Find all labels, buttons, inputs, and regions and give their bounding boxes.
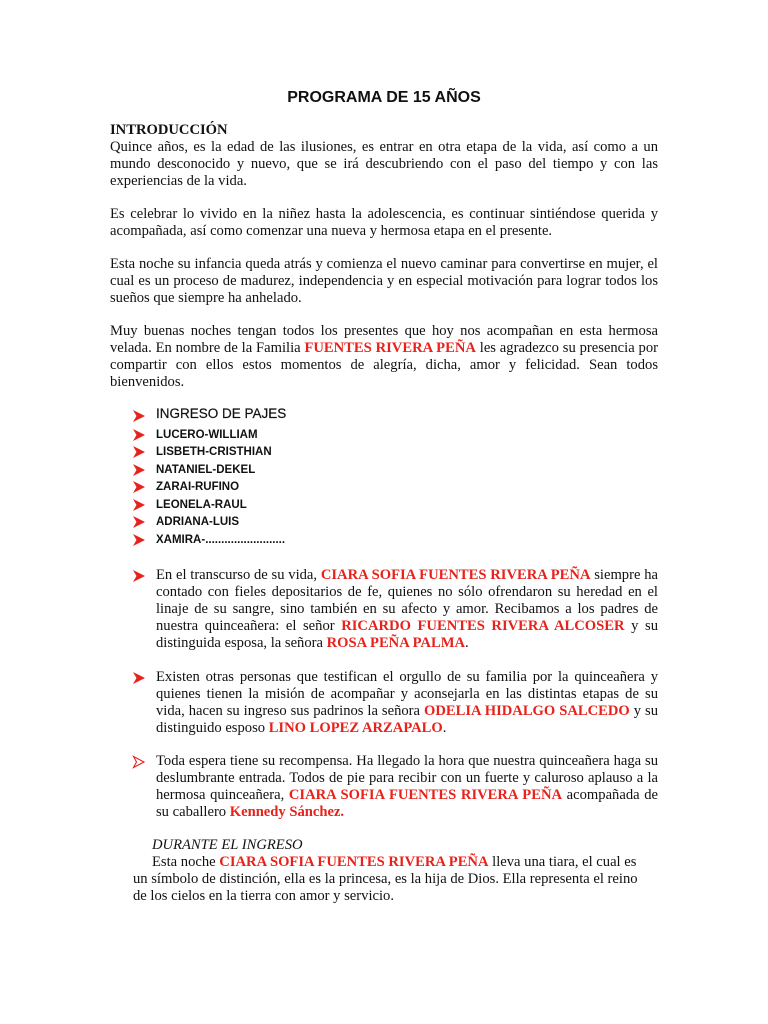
arrowhead-bullet-icon bbox=[132, 463, 146, 477]
parents-paragraph bbox=[156, 567, 658, 652]
parents-text-a: En el transcurso de su vida, bbox=[156, 567, 321, 583]
paje-item: NATANIEL-DEKEL bbox=[156, 464, 256, 476]
godparents-text-b: y su distinguido esposo bbox=[156, 703, 658, 736]
godparents-text-a: Existen otras personas que testifican el orgullo de su familia por la quinceañera y quienes tienen la misión de acompañar y aconsejarla en las distintas etapas de su vida, hacen su ingreso sus padrinos la señora bbox=[156, 669, 658, 719]
intro-paragraph-2: Es celebrar lo vivido en la niñez hasta la adolescencia, es continuar sintiéndose querida y acompañada, así como comenzar una nueva y hermosa etapa en el presente. bbox=[110, 206, 658, 239]
pajes-title: INGRESO DE PAJES bbox=[156, 406, 287, 421]
arrowhead-bullet-icon bbox=[132, 515, 146, 529]
intro-paragraph-2-block bbox=[110, 206, 658, 240]
mother-name: ROSA PEÑA PALMA bbox=[326, 635, 466, 651]
parents-text-d: . bbox=[465, 635, 469, 651]
arrowhead-outline-bullet-icon bbox=[132, 755, 146, 769]
welcome-text-b: les agradezco su presencia por compartir con ellos estos momentos de alegría, dicha, amor y felicidad. Sean todos bienvenidos. bbox=[110, 340, 658, 390]
arrowhead-bullet-icon bbox=[132, 671, 146, 685]
paje-item: ZARAI-RUFINO bbox=[156, 481, 240, 493]
tiara-paragraph bbox=[133, 854, 653, 905]
paje-item: ADRIANA-LUIS bbox=[156, 516, 240, 528]
arrowhead-bullet-icon bbox=[132, 569, 146, 583]
godfather-name: LINO LOPEZ ARZAPALO bbox=[268, 720, 443, 736]
welcome-text-a: Muy buenas noches tengan todos los presentes que hoy nos acompañan en esta hermosa velada. En nombre de la Familia bbox=[110, 323, 658, 356]
ingreso-heading: DURANTE EL INGRESO bbox=[152, 837, 303, 853]
entrance-paragraph bbox=[156, 753, 658, 821]
escort-name: Kennedy Sánchez. bbox=[229, 804, 345, 820]
intro-paragraph-3: Esta noche su infancia queda atrás y comienza el nuevo caminar para convertirse en mujer, el cual es un proceso de madurez, independencia y en especial motivación para lograr todos los sueños que siempre ha anhelado. bbox=[110, 256, 658, 306]
intro-heading: INTRODUCCIÓN bbox=[110, 122, 228, 138]
paje-item: LISBETH-CRISTHIAN bbox=[156, 446, 272, 458]
intro-section bbox=[110, 122, 658, 190]
arrowhead-bullet-icon bbox=[132, 409, 146, 423]
welcome-paragraph-block bbox=[110, 323, 658, 391]
entrance-text-b: acompañada de su caballero bbox=[156, 787, 659, 820]
entrance-text-a: Toda espera tiene su recompensa. Ha llegado la hora que nuestra quinceañera haga su deslumbrante entrada. Todos de pie para recibir con un fuerte y caluroso aplauso a la hermosa quinceañera, bbox=[156, 753, 658, 803]
godmother-name: ODELIA HIDALGO SALCEDO bbox=[423, 703, 630, 719]
page-title: PROGRAMA DE 15 AÑOS bbox=[287, 89, 481, 106]
arrowhead-bullet-icon bbox=[132, 533, 146, 547]
arrowhead-bullet-icon bbox=[132, 445, 146, 459]
paje-item: XAMIRA-......................... bbox=[156, 534, 286, 546]
welcome-paragraph bbox=[110, 323, 658, 391]
quinceanera-name: CIARA SOFIA FUENTES RIVERA PEÑA bbox=[288, 787, 563, 803]
quinceanera-name: CIARA SOFIA FUENTES RIVERA PEÑA bbox=[320, 567, 591, 583]
arrowhead-bullet-icon bbox=[132, 428, 146, 442]
father-name: RICARDO FUENTES RIVERA ALCOSER bbox=[341, 618, 625, 634]
tiara-text-a: Esta noche bbox=[152, 854, 220, 870]
family-name: FUENTES RIVERA PEÑA bbox=[304, 340, 476, 356]
parents-text-c: y su distinguida esposa, la señora bbox=[156, 618, 658, 651]
intro-paragraph-1: Quince años, es la edad de las ilusiones, es entrar en otra etapa de la vida, así como a un mundo desconocido y nuevo, que se irá descubriendo con el paso del tiempo y con las experiencias de la vida. bbox=[110, 139, 658, 189]
godparents-text-c: . bbox=[442, 720, 447, 736]
arrowhead-bullet-icon bbox=[132, 480, 146, 494]
quinceanera-name: CIARA SOFIA FUENTES RIVERA PEÑA bbox=[219, 854, 489, 870]
intro-paragraph-3-block bbox=[110, 256, 658, 307]
paje-item: LUCERO-WILLIAM bbox=[156, 429, 258, 441]
tiara-text-b: lleva una tiara, el cual es un símbolo de distinción, ella es la princesa, es la hija de Dios. Ella representa el reino de los cielos en la tierra con amor y servicio. bbox=[133, 854, 638, 904]
paje-item: LEONELA-RAUL bbox=[156, 499, 247, 511]
arrowhead-bullet-icon bbox=[132, 498, 146, 512]
godparents-paragraph bbox=[156, 669, 658, 737]
parents-text-b: siempre ha contado con fieles depositarios de fe, quienes no sólo ofrendaron su heredad en el linaje de su sangre, sino también en su afecto y amor. Recibamos a los padres de nuestra quinceañera: el señor bbox=[156, 567, 658, 634]
